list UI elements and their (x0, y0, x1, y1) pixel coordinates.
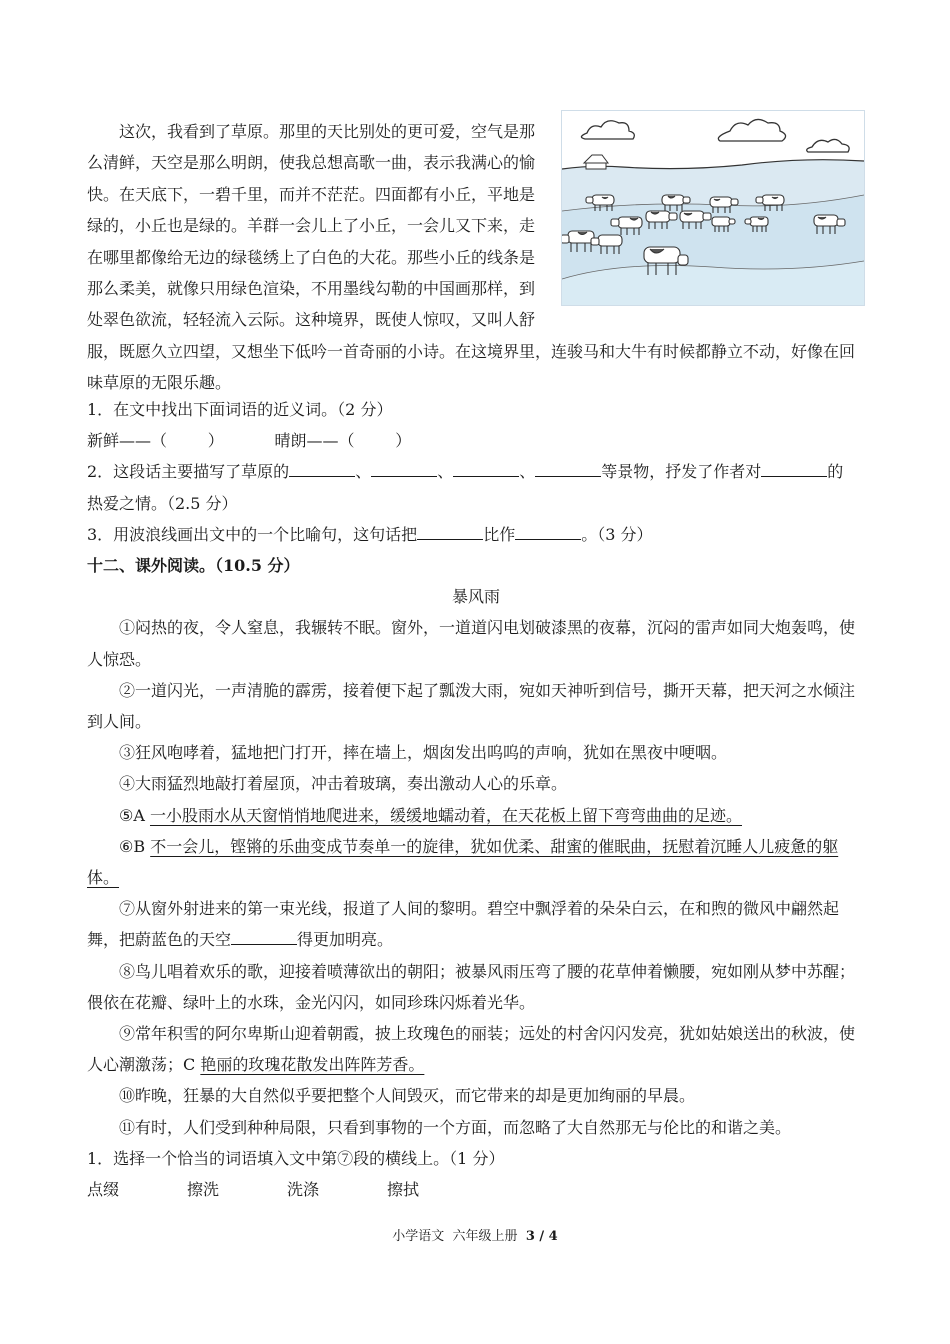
question-2-line1 (87, 456, 865, 487)
answer-blank[interactable] (453, 460, 519, 477)
article-paragraph-6 (87, 831, 865, 893)
article-paragraph-3: ③狂风咆哮着，猛地把门打开，摔在墙上，烟囱发出呜呜的声响，犹如在黑夜中哽咽。 (119, 743, 728, 763)
underlined-sentence-a: 一小股雨水从天窗悄悄地爬进来，缓缓地蠕动着，在天花板上留下弯弯曲曲的足迹。 (149, 805, 742, 825)
label-b: ⑥B (119, 836, 151, 856)
question-2-text-c: 的 (827, 462, 844, 482)
question-3 (87, 519, 865, 550)
paragraph-9-text: ⑨常年积雪的阿尔卑斯山迎着朝霞，披上玫瑰色的丽装；远处的村舍闪闪发亮，犹如姑娘送出的秋波，使人心潮激荡；C (87, 1024, 856, 1075)
grassland-illustration-icon (561, 110, 865, 306)
question-3-text-c: 。（3 分） (581, 524, 653, 544)
answer-blank[interactable] (515, 523, 581, 540)
label-a: ⑤A (119, 805, 150, 825)
page-number: 3 / 4 (525, 1229, 558, 1244)
option-word[interactable]: 擦拭 (387, 1180, 420, 1200)
option-word[interactable]: 点缀 (87, 1180, 120, 1200)
question-1-prompt: 1．在文中找出下面词语的近义词。（2 分） (87, 400, 393, 419)
word-options (87, 1174, 865, 1205)
page-footer (0, 1225, 950, 1244)
reading-question-1: 1．选择一个恰当的词语填入文中第⑦段的横线上。（1 分） (87, 1148, 505, 1168)
answer-blank[interactable] (371, 460, 437, 477)
article-title: 暴风雨 (451, 587, 500, 607)
questions-part-11 (87, 394, 865, 1205)
separator: 、 (355, 462, 372, 482)
footer-subject: 小学语文 六年级上册 (392, 1229, 526, 1244)
question-3-text-a: 3．用波浪线画出文中的一个比喻句，这句话把 (87, 524, 418, 544)
article-paragraph-1: ①闷热的夜，令人窒息，我辗转不眠。窗外，一道道闪电划破漆黑的夜幕，沉闷的雷声如同大炮轰鸣，使人惊恐。 (87, 618, 856, 669)
underlined-sentence-c: 艳丽的玫瑰花散发出阵阵芳香。 (200, 1055, 425, 1075)
answer-blank[interactable] (231, 928, 297, 945)
paragraph-7-text-a: ⑦从窗外射进来的第一束光线，报道了人间的黎明。碧空中飘浮着的朵朵白云，在和煦的微风中翩然起舞，把蔚蓝色的天空 (87, 899, 840, 950)
section-12-heading: 十二、课外阅读。（10.5 分） (87, 556, 300, 576)
grassland-passage-text: 这次，我看到了草原。那里的天比别处的更可爱，空气是那么清鲜，天空是那么明朗，使我总想高歌一曲，表示我满心的愉快。在天底下，一碧千里，而并不茫茫。四面都有小丘，平地是绿的，小丘也是绿的。羊群一会儿上了小丘，一会儿又下来，走在哪里都像给无边的绿毯绣上了白色的大花。那些小丘的线条是那么柔美，就像只用绿色渲染，不用墨线勾勒的中国画那样，到处翠色欲流，轻轻流入云际。这种境界，既使人惊叹，又叫人舒服，既愿久立四望，又想坐下低吟一首奇丽的小诗。在这境界里，连骏马和大牛有时候都静立不动，好像在回味草原的无限乐趣。 (87, 122, 856, 393)
question-2-line2: 热爱之情。（2.5 分） (87, 493, 238, 513)
option-word[interactable]: 洗涤 (287, 1180, 320, 1200)
answer-blank[interactable] (417, 523, 483, 540)
question-1-items[interactable]: 新鲜——（ ） 晴朗——（ ） (87, 431, 412, 451)
question-3-text-b: 比作 (483, 524, 516, 544)
underlined-sentence-b: 不一会儿，铿锵的乐曲变成节奏单一的旋律，犹如优柔、甜蜜的催眠曲，抚慰着沉睡人儿疲惫的躯体。 (87, 836, 839, 888)
article-paragraph-4: ④大雨猛烈地敲打着屋顶，冲击着玻璃，奏出激动人心的乐章。 (119, 774, 568, 794)
paragraph-7-text-b: 得更加明亮。 (297, 930, 394, 950)
article-paragraph-10: ⑩昨晚，狂暴的大自然似乎要把整个人间毁灭，而它带来的却是更加绚丽的早晨。 (119, 1086, 696, 1106)
grassland-passage (87, 116, 865, 399)
separator: 、 (437, 462, 454, 482)
question-2-text-b: 等景物，抒发了作者对 (601, 462, 762, 482)
article-paragraph-5 (87, 800, 865, 831)
answer-blank[interactable] (289, 460, 355, 477)
separator: 、 (519, 462, 536, 482)
article-paragraph-11: ⑪有时，人们受到种种局限，只看到事物的一个方面，而忽略了大自然那无与伦比的和谐之美。 (119, 1117, 792, 1137)
question-2-text-a: 2．这段话主要描写了草原的 (87, 462, 290, 482)
article-paragraph-2: ②一道闪光，一声清脆的霹雳，接着便下起了瓢泼大雨，宛如天神听到信号，撕开天幕，把天河之水倾注到人间。 (87, 680, 856, 732)
article-paragraph-7 (87, 893, 865, 955)
article-paragraph-9 (87, 1018, 865, 1080)
answer-blank[interactable] (535, 460, 601, 477)
article-paragraph-8: ⑧鸟儿唱着欢乐的歌，迎接着喷薄欲出的朝阳；被暴风雨压弯了腰的花草伸着懒腰，宛如刚从梦中苏醒；偎依在花瓣、绿叶上的水珠，金光闪闪，如同珍珠闪烁着光华。 (87, 961, 856, 1012)
option-word[interactable]: 擦洗 (187, 1180, 220, 1200)
answer-blank[interactable] (761, 460, 827, 477)
